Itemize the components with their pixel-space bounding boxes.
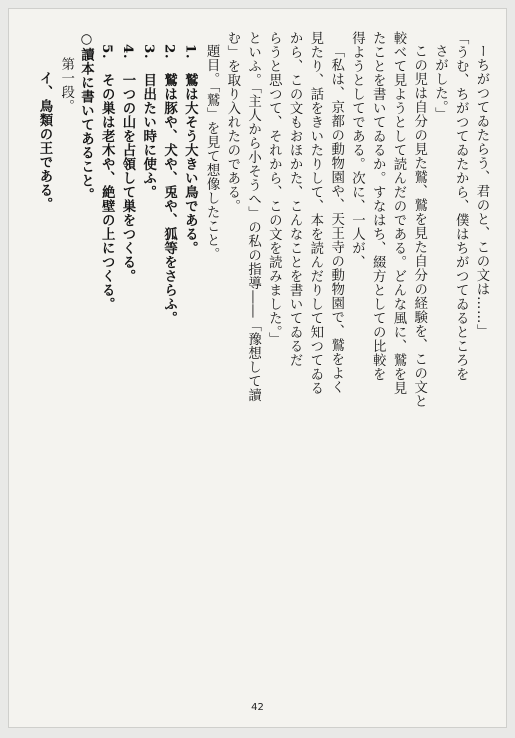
book-page	[8, 8, 507, 728]
text-line: 較べて見ようとして読んだのである。どんな風に、鷲を見	[390, 31, 406, 395]
text-line: から、この文もおほかた、こんなことを書いてゐるだ	[287, 31, 303, 367]
text-line: ○讀本に書いてあること。	[78, 31, 95, 202]
text-line: 「うむ、ちがつてゐたから、僕はちがつてゐるところを	[453, 31, 469, 381]
text-line: 見たり、話をきいたりして、本を読んだりして知つてゐる	[307, 31, 323, 395]
text-line: 得ようとしてである。次に、一人が、	[349, 31, 365, 269]
text-line: 2. 鷲は豚や、犬や、兎や、狐等をさらふ。	[161, 44, 178, 326]
text-line: らうと思つて、それから、この文を読みました。」	[266, 31, 282, 347]
text-line: 第一段。	[58, 57, 74, 113]
column-gap	[13, 31, 34, 686]
text-line: 3. 目出たい時に使ふ。	[140, 44, 157, 200]
text-line: む」を取り入れたのである。	[224, 31, 240, 213]
text-line: さがした。」	[432, 44, 448, 122]
column-gap	[8, 31, 13, 686]
text-line: たことを書いてゐるか。すなはち、綴方としての比較を	[370, 31, 386, 381]
text-line: 1. 鷲は大そう大きい鳥である。	[182, 44, 199, 256]
text-line: この児は自分の見た鷲、鷲を見た自分の経験を、この文と	[411, 44, 427, 408]
text-line: 4. 一つの山を占領して巣をつくる。	[119, 44, 136, 284]
text-line: ーちがつてゐたらう、君のと、この文は……」	[474, 44, 489, 338]
text-line: イ、鳥類の王である。	[36, 71, 53, 211]
text-line: 「私は、京都の動物園や、天王寺の動物園で、鷲をよく	[328, 44, 344, 394]
text-line: 5. その巣は老木や、絶壁の上につくる。	[99, 44, 116, 312]
text-line: といふ。「主人から小そうへ」の私の指導――「豫想して讀	[245, 31, 261, 403]
vertical-text-body	[31, 31, 491, 686]
text-line: 題目。「鷲」を見て想像したこと。	[204, 44, 220, 262]
page-number: 42	[251, 702, 264, 713]
